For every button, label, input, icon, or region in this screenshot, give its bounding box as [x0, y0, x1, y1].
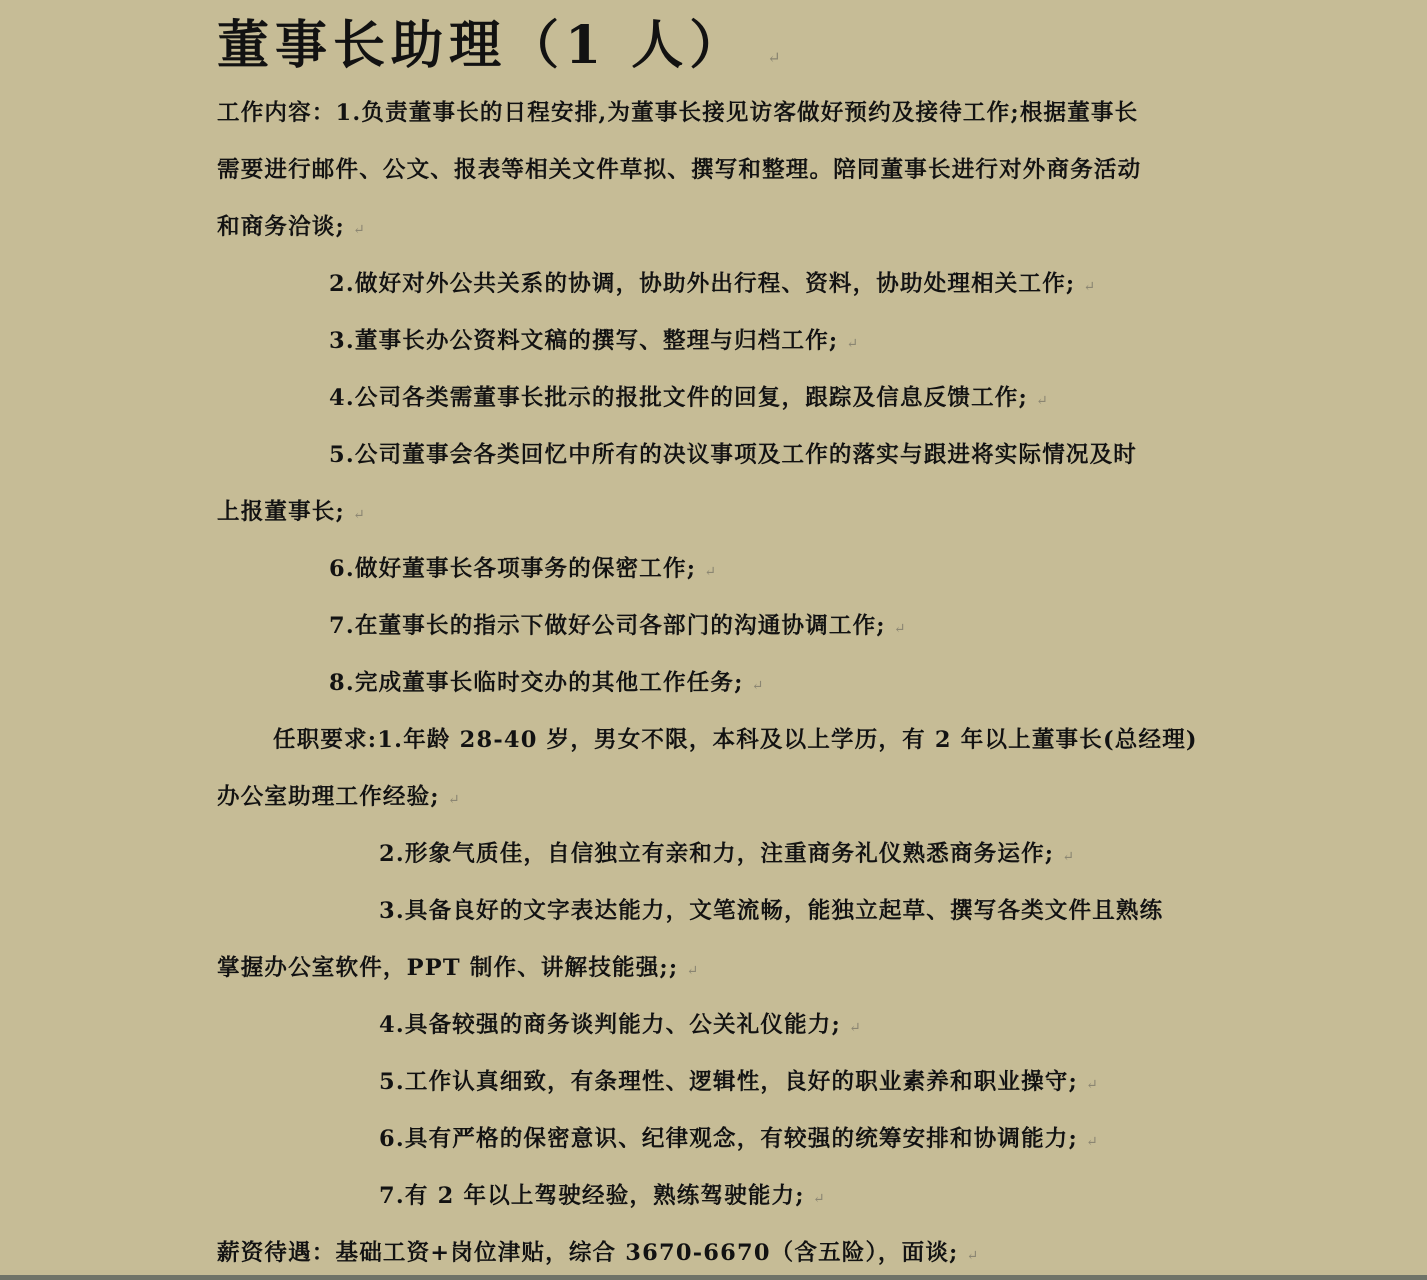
paragraph-mark-icon: ↵: [1086, 1077, 1098, 1093]
duty-item-6: 6.做好董事长各项事务的保密工作; ↵: [329, 556, 716, 582]
duty-item-8: 8.完成董事长临时交办的其他工作任务; ↵: [329, 670, 764, 696]
paragraph-mark-icon: ↵: [447, 792, 460, 808]
requirement-item-5: 5.工作认真细致，有条理性、逻辑性，良好的职业素养和职业操守; ↵: [379, 1069, 1098, 1095]
duties-line-3: 和商务洽谈; ↵: [217, 214, 365, 240]
paragraph-mark-icon: ↵: [353, 507, 365, 523]
duty-item-7: 7.在董事长的指示下做好公司各部门的沟通协调工作; ↵: [329, 613, 906, 639]
duties-line-2: 需要进行邮件、公文、报表等相关文件草拟、撰写和整理。陪同董事长进行对外商务活动: [217, 157, 1142, 183]
requirement-item-3: 3.具备良好的文字表达能力，文笔流畅，能独立起草、撰写各类文件且熟练: [379, 898, 1164, 924]
requirement-item-2: 2.形象气质佳，自信独立有亲和力，注重商务礼仪熟悉商务运作; ↵: [379, 841, 1075, 867]
requirements-line-1: 任职要求:1.年龄 28-40 岁，男女不限，本科及以上学历，有 2 年以上董事长(总经理): [273, 727, 1198, 753]
paragraph-mark-icon: ↵: [704, 564, 716, 580]
duty-item-3: 3.董事长办公资料文稿的撰写、整理与归档工作; ↵: [329, 328, 859, 354]
duty-item-2: 2.做好对外公共关系的协调，协助外出行程、资料，协助处理相关工作; ↵: [329, 271, 1096, 297]
paragraph-mark-icon: ↵: [849, 1020, 861, 1036]
paragraph-mark-icon: ↵: [767, 48, 781, 67]
paragraph-mark-icon: ↵: [812, 1191, 825, 1207]
document-title: [217, 14, 781, 90]
paragraph-mark-icon: ↵: [966, 1248, 979, 1264]
page-bottom-border: [0, 1275, 1427, 1280]
requirements-line-2: 办公室助理工作经验; ↵: [217, 784, 460, 810]
requirement-item-6: 6.具有严格的保密意识、纪律观念，有较强的统筹安排和协调能力; ↵: [379, 1126, 1098, 1152]
paragraph-mark-icon: ↵: [1036, 393, 1048, 409]
duty-item-5-cont: 上报董事长; ↵: [217, 499, 365, 525]
duties-line-1: 工作内容：1.负责董事长的日程安排,为董事长接见访客做好预约及接待工作;根据董事长: [217, 100, 1139, 126]
requirement-item-4: 4.具备较强的商务谈判能力、公关礼仪能力; ↵: [379, 1012, 861, 1038]
paragraph-mark-icon: ↵: [353, 222, 365, 238]
duty-item-4: 4.公司各类需董事长批示的报批文件的回复，跟踪及信息反馈工作; ↵: [329, 385, 1048, 411]
paragraph-mark-icon: ↵: [1086, 1134, 1098, 1150]
duty-item-5: 5.公司董事会各类回忆中所有的决议事项及工作的落实与跟进将实际情况及时: [329, 442, 1137, 468]
paragraph-mark-icon: ↵: [1062, 849, 1075, 865]
title-text: 董事长助理（1 人）: [217, 15, 748, 76]
paragraph-mark-icon: ↵: [846, 336, 859, 352]
salary-line: 薪资待遇：基础工资+岗位津贴，综合 3670-6670（含五险），面谈; ↵: [217, 1240, 979, 1266]
paragraph-mark-icon: ↵: [1083, 279, 1096, 295]
requirement-item-3-cont: 掌握办公室软件，PPT 制作、讲解技能强;; ↵: [217, 955, 699, 981]
requirement-item-7: 7.有 2 年以上驾驶经验，熟练驾驶能力; ↵: [379, 1183, 825, 1209]
paragraph-mark-icon: ↵: [686, 963, 699, 979]
paragraph-mark-icon: ↵: [893, 621, 906, 637]
paragraph-mark-icon: ↵: [751, 678, 764, 694]
